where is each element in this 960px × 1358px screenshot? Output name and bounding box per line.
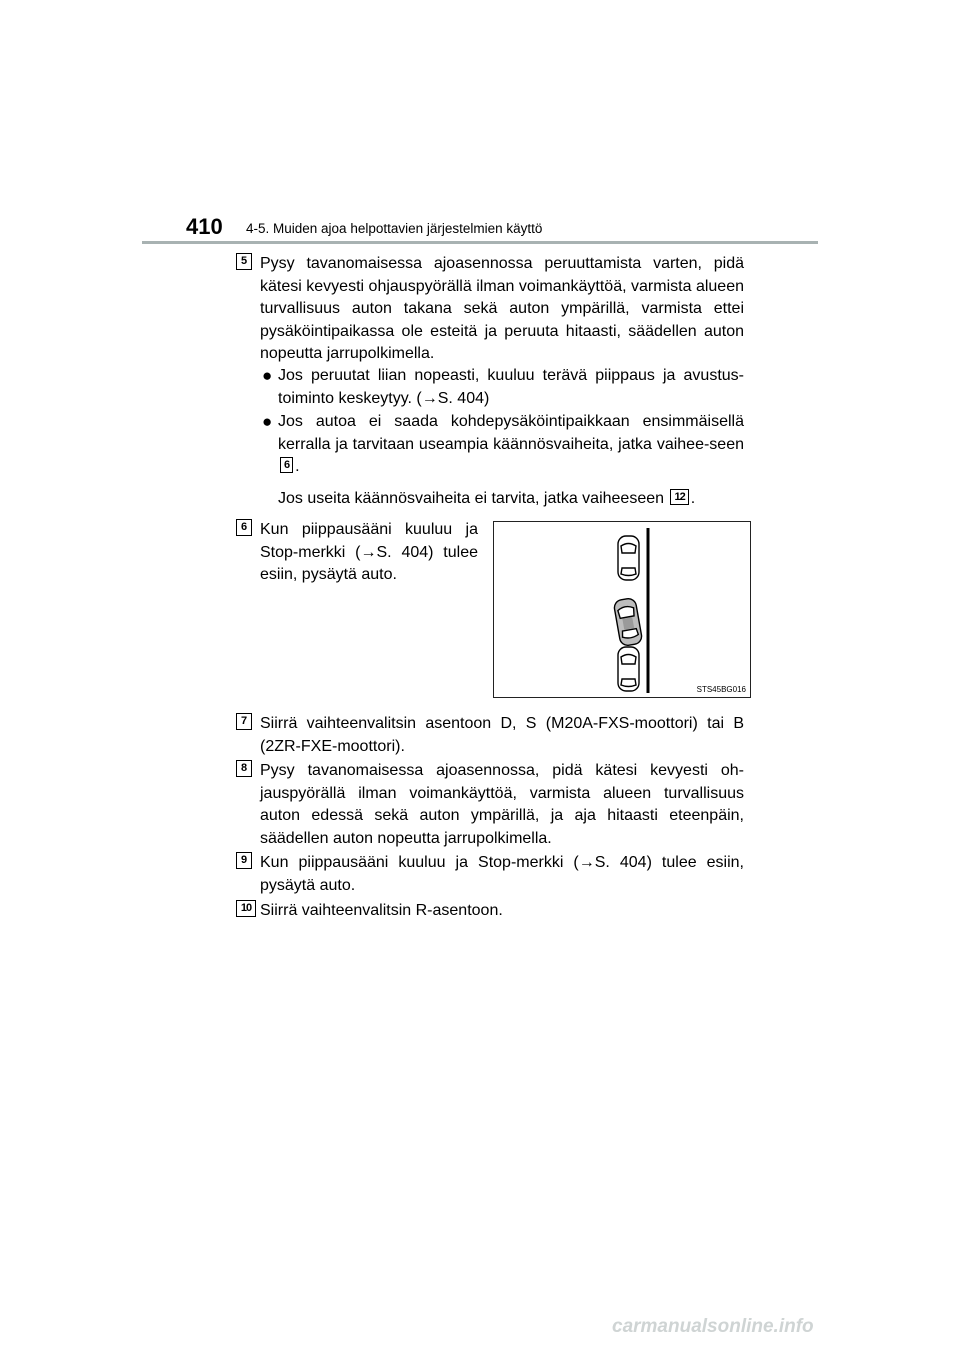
step-5-bullet-2 bbox=[262, 411, 744, 479]
parking-illustration bbox=[493, 521, 751, 698]
section-title: 4-5. Muiden ajoa helpottavien järjestelmien käyttö bbox=[246, 221, 543, 236]
bullet-icon: ● bbox=[262, 412, 273, 431]
parking-diagram bbox=[494, 522, 750, 697]
bullet-2-line-2-period: . bbox=[690, 490, 696, 507]
step-5-bullet-2-line-2 bbox=[262, 488, 744, 511]
parked-car-front bbox=[618, 536, 639, 580]
page-number: 410 bbox=[186, 214, 223, 239]
bullet-2-text: Jos autoa ei saada kohdepysäköintipaikkaan ensimmäisellä kerralla ja tarvitaan useampia käännösvaiheita, jatka vaihee-seen bbox=[278, 413, 744, 453]
step-7-text: Siirrä vaihteenvalitsin asentoon D, S (M20A-FXS-moottori) tai B (2ZR-FXE-moottori). bbox=[260, 715, 744, 755]
watermark: carmanualsonline.info bbox=[612, 1316, 814, 1337]
header-rule bbox=[142, 241, 818, 244]
step-number-8: 8 bbox=[236, 760, 252, 777]
step-number-10: 10 bbox=[236, 900, 256, 917]
bullet-icon: ● bbox=[262, 366, 273, 385]
figure-code: STS45BG016 bbox=[696, 685, 746, 694]
step-ref-6: 6 bbox=[280, 457, 293, 473]
step-8-text: Pysy tavanomaisessa ajoasennossa, pidä kätesi kevyesti oh-jauspyörällä ilman voimankäyttöä, varmista alueen turvallisuus auton edessä sekä auton ympärillä, ja aja hitaasti eteenpäin, säädellen auton nopeutta jarrupolkimella. bbox=[260, 762, 744, 847]
own-car bbox=[613, 597, 643, 646]
bullet-2-line-2-text: Jos useita käännösvaiheita ei tarvita, jatka vaiheeseen bbox=[278, 490, 665, 507]
step-6-text: Kun piippausääni kuuluu ja Stop-merkki (→S. 404) tulee esiin, pysäytä auto. bbox=[260, 521, 478, 584]
step-ref-12: 12 bbox=[670, 489, 688, 505]
step-5-bullet-1 bbox=[262, 365, 744, 410]
step-number-9: 9 bbox=[236, 852, 252, 869]
parked-car-rear bbox=[618, 647, 639, 691]
step-number-5: 5 bbox=[236, 253, 252, 270]
bullet-1-text: Jos peruutat liian nopeasti, kuuluu terävä piippaus ja avustus-toiminto keskeytyy. (→S. 404) bbox=[278, 367, 744, 407]
step-number-6: 6 bbox=[236, 519, 252, 536]
step-10-text: Siirrä vaihteenvalitsin R-asentoon. bbox=[260, 902, 503, 919]
bullet-2-period: . bbox=[295, 458, 300, 476]
step-5-text: Pysy tavanomaisessa ajoasennossa peruuttamista varten, pidä kätesi kevyesti ohjauspyörällä ilman voimankäyttöä, varmista alueen turvallisuus auton takana sekä auton ympärillä, varmista ettei pysäköintipaikassa ole esteitä ja peruuta hitaasti, säädellen auton nopeutta jarrupolkimella. bbox=[260, 255, 744, 363]
step-9-text: Kun piippausääni kuuluu ja Stop-merkki (→S. 404) tulee esiin, pysäytä auto. bbox=[260, 854, 744, 894]
step-number-7: 7 bbox=[236, 713, 252, 730]
